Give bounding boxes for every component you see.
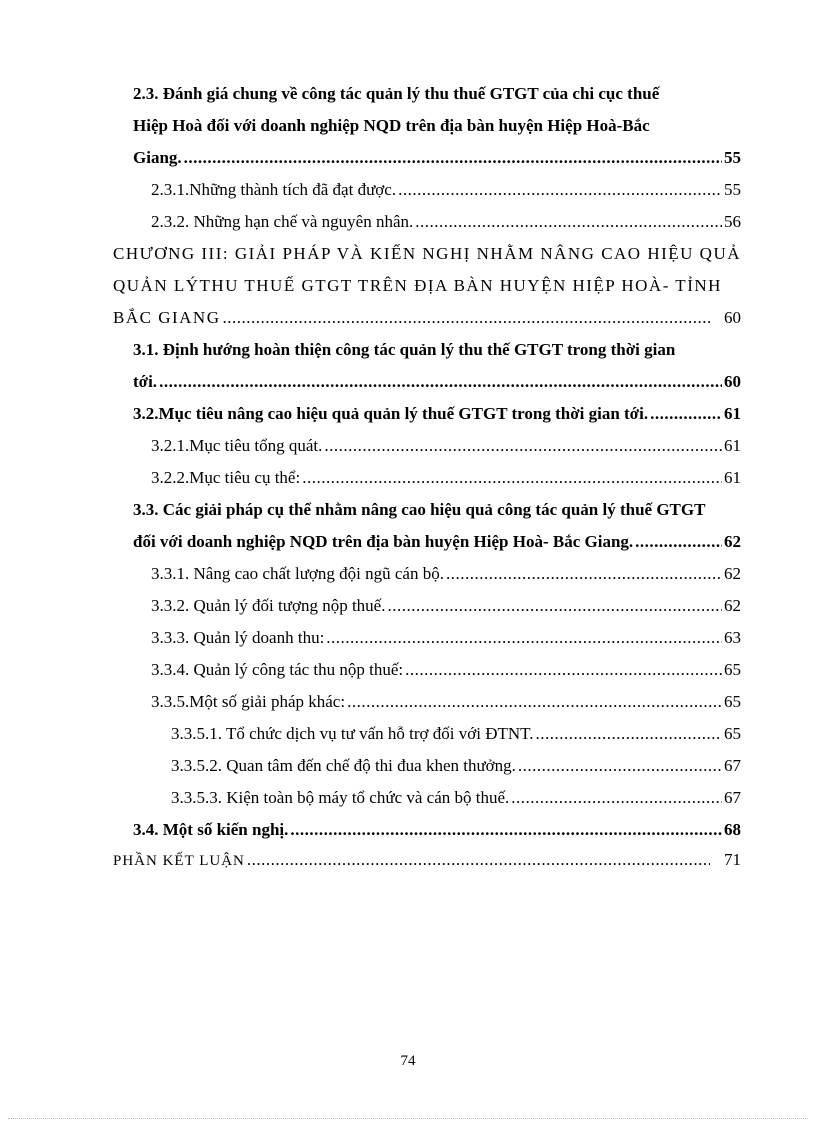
- toc-entry-3-3-2[interactable]: [151, 595, 741, 617]
- toc-entry-text: 2.3.1.Những thành tích đã đạt được.: [151, 180, 397, 199]
- toc-leader-dots: [326, 627, 722, 649]
- toc-entry-text: 3.3.5.1. Tổ chức dịch vụ tư vấn hỗ trợ đối với ĐTNT.: [171, 724, 534, 743]
- toc-entry-3-1-text-line1: 3.1. Định hướng hoàn thiện công tác quản lý thu thế GTGT trong thời gian: [133, 340, 676, 359]
- toc-leader-dots: [650, 403, 722, 425]
- toc-leader-dots: [446, 563, 722, 585]
- toc-entry-3-2-1[interactable]: [151, 435, 741, 457]
- toc-leader-dots: [405, 659, 722, 681]
- toc-entry-3-3-5-2[interactable]: [171, 755, 741, 777]
- toc-entry-2-3-text-line2: Hiệp Hoà đối với doanh nghiệp NQD trên địa bàn huyện Hiệp Hoà-Bắc: [133, 116, 650, 135]
- toc-entry-2-3-1[interactable]: [151, 179, 741, 201]
- toc-entry-2-3-2[interactable]: [151, 211, 741, 233]
- toc-page-number: 55: [724, 180, 741, 199]
- toc-entry-3-3-line2[interactable]: [133, 531, 741, 553]
- toc-entry-3-1-line2[interactable]: [133, 371, 741, 393]
- toc-page-number: 63: [724, 628, 741, 647]
- toc-entry-3-2[interactable]: [133, 403, 741, 425]
- toc-entry-3-3-text-line2: đối với doanh nghiệp NQD trên địa bàn huyện Hiệp Hoà- Bắc Giang.: [133, 532, 634, 551]
- toc-entry-3-3-5-1[interactable]: [171, 723, 741, 745]
- toc-leader-dots: [347, 691, 722, 713]
- toc-page-number: 62: [724, 596, 741, 615]
- toc-entry-3-3-1[interactable]: [151, 563, 741, 585]
- toc-entry-3-3-5-3[interactable]: [171, 787, 741, 809]
- toc-entry-text: 3.3.1. Nâng cao chất lượng đội ngũ cán bộ.: [151, 564, 444, 583]
- toc-entry-text: 3.3.5.Một số giải pháp khác:: [151, 692, 346, 711]
- toc-chapter-3-text-line3: BẮC GIANG: [113, 308, 221, 327]
- toc-entry-3-1-line1[interactable]: [133, 339, 741, 361]
- toc-page-number: 62: [724, 564, 741, 583]
- toc-entry-conclusion[interactable]: [113, 849, 741, 872]
- toc-chapter-3-text-line2: QUẢN LÝTHU THUẾ GTGT TRÊN ĐỊA BÀN HUYỆN HIỆP HOÀ- TỈNH: [113, 276, 722, 295]
- toc-leader-dots: [415, 211, 722, 233]
- toc-entry-3-3-text-line1: 3.3. Các giải pháp cụ thể nhằm nâng cao hiệu quả công tác quản lý thuế GTGT: [133, 500, 706, 519]
- toc-leader-dots: [387, 595, 722, 617]
- toc-entry-2-3-line1[interactable]: [133, 83, 741, 105]
- page-number: 74: [400, 1053, 416, 1069]
- toc-entry-text: 3.3.3. Quản lý doanh thu:: [151, 628, 325, 647]
- toc-entry-3-3-3[interactable]: [151, 627, 741, 649]
- toc-leader-dots: [518, 755, 722, 777]
- toc-leader-dots: [184, 147, 722, 169]
- toc-leader-dots: [247, 849, 710, 871]
- toc-page-number: 55: [724, 148, 741, 167]
- toc-leader-dots: [398, 179, 722, 201]
- toc-entry-3-3-line1[interactable]: [133, 499, 743, 521]
- toc-page-number: 61: [724, 436, 741, 455]
- toc-entry-text: 3.3.2. Quản lý đối tượng nộp thuế.: [151, 596, 386, 615]
- toc-entry-text: 3.3.5.3. Kiện toàn bộ máy tổ chức và cán bộ thuế.: [171, 788, 510, 807]
- toc-leader-dots: [302, 467, 722, 489]
- toc-entry-3-4[interactable]: [133, 819, 741, 841]
- toc-page-number: 56: [724, 212, 741, 231]
- toc-entry-2-3-text-line1: 2.3. Đánh giá chung về công tác quản lý thu thuế GTGT của chi cục thuế: [133, 84, 660, 103]
- toc-leader-dots: [511, 787, 722, 809]
- toc-page-number: 71: [724, 850, 741, 869]
- toc-chapter-3-line3[interactable]: [113, 307, 741, 329]
- toc-entry-text: 3.2.2.Mục tiêu cụ thể:: [151, 468, 301, 487]
- toc-entry-3-3-5[interactable]: [151, 691, 741, 713]
- page-bottom-divider: [8, 1118, 808, 1119]
- toc-entry-3-1-text-line2: tới.: [133, 372, 158, 391]
- toc-page-number: 67: [724, 788, 741, 807]
- toc-leader-dots: [635, 531, 722, 553]
- toc-entry-text: PHẦN KẾT LUẬN: [113, 853, 245, 869]
- toc-entry-text: 3.3.5.2. Quan tâm đến chế độ thi đua khen thưởng.: [171, 756, 516, 775]
- toc-page-number: 62: [724, 532, 741, 551]
- toc-page-number: 65: [724, 724, 741, 743]
- toc-page-number: 61: [724, 468, 741, 487]
- toc-entry-text: 3.2.1.Mục tiêu tổng quát.: [151, 436, 323, 455]
- toc-entry-3-3-4[interactable]: [151, 659, 741, 681]
- toc-leader-dots: [159, 371, 722, 393]
- toc-page-number: 65: [724, 660, 741, 679]
- toc-page-number: 67: [724, 756, 741, 775]
- toc-leader-dots: [290, 819, 722, 841]
- toc-entry-text: 3.2.Mục tiêu nâng cao hiệu quả quản lý thuế GTGT trong thời gian tới.: [133, 404, 649, 423]
- toc-entry-3-2-2[interactable]: [151, 467, 741, 489]
- toc-page-number: 65: [724, 692, 741, 711]
- toc-entry-text: 3.3.4. Quản lý công tác thu nộp thuế:: [151, 660, 404, 679]
- toc-entry-2-3-line2[interactable]: [133, 115, 741, 137]
- toc-leader-dots: [222, 307, 710, 329]
- toc-page-number: 68: [724, 820, 741, 839]
- toc-entry-2-3-text-line3: Giang.: [133, 148, 182, 167]
- toc-chapter-3-text-line1: CHƯƠNG III: GIẢI PHÁP VÀ KIẾN NGHỊ NHẰM NÂNG CAO HIỆU QUẢ: [113, 244, 742, 263]
- toc-entry-text: 3.4. Một số kiến nghị.: [133, 820, 289, 839]
- toc-page-number: 61: [724, 404, 741, 423]
- toc-entry-text: 2.3.2. Những hạn chế và nguyên nhân.: [151, 212, 414, 231]
- toc-chapter-3-line1[interactable]: [113, 243, 743, 265]
- toc-leader-dots: [536, 723, 722, 745]
- toc-page-number: 60: [724, 372, 741, 391]
- toc-entry-2-3-line3[interactable]: [133, 147, 741, 169]
- toc-page-number: 60: [724, 308, 741, 327]
- toc-chapter-3-line2[interactable]: [113, 275, 743, 297]
- toc-leader-dots: [324, 435, 722, 457]
